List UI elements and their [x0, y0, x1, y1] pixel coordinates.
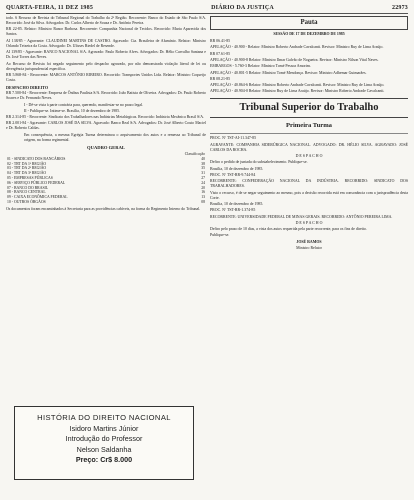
court-rule-top: [210, 98, 408, 99]
table-header: Classificação: [184, 152, 205, 157]
book-author: Isidoro Martins Júnior: [69, 423, 139, 433]
paragraph: AGRAVANTE: COMPANHIA SIDERÚRGICA NACIONAL. ADVOGADO: DR. HÉLIO SILVA. AGRAVADO: JOSÉ CARLOS DA ROCHA.: [210, 142, 408, 152]
paragraph: Publique-se.: [210, 233, 230, 238]
paragraph: PROC. Nº TST-RR-1.374-85: [210, 208, 256, 213]
paragraph: PROC. Nº TST-RR-9.744-84: [210, 172, 256, 177]
left-paragraph: I - Dê-se vista à parte contrária para, querendo, manifestar-se no prazo legal.: [24, 102, 144, 107]
left-paragraph: AI 138/85 - Agravante: CLAUDINEI MARTINS DE CASTRO. Agravado: Cia. Brasileira de Alumínio. Relator: Ministro Orlando Teixeira da Costa. Advogado: Dr. Ulisses Riedel de Resende.: [6, 38, 206, 48]
table-cell-label: 10 - OUTROS ÓRGÃOS: [7, 200, 46, 204]
header-date: QUARTA-FEIRA, 11 DEZ 1985: [6, 5, 94, 11]
table-cell-label: 02 - TRT DA 1ª REGIÃO: [7, 161, 47, 166]
pauta-subtitle: SESSÃO DE 17 DE DEZEMBRO DE 1985: [273, 32, 345, 36]
paragraph: APELAÇÃO - 40.904-0 Relator: Ministro Ruy de Lima Araújo. Revisor: Ministro Roberto Andrade Cavalcanti.: [210, 89, 385, 94]
left-paragraph: Em consequência, a mesma Egrégia Turma determinou o arquivamento dos autos e a remessa ao Tribunal de origem, na forma regimental.: [24, 132, 206, 142]
court-rule-bottom: [210, 117, 408, 118]
classification-table: [6, 152, 206, 205]
header-page-number: 22973: [392, 5, 408, 11]
paragraph: APELAÇÃO - 40.864-6 Relator: Ministro Roberto Andrade Cavalcanti. Revisor: Ministro Ruy de Lima Araújo.: [210, 83, 385, 88]
left-paragraph: II - Publique-se. Intime-se. Brasília, 10 de dezembro de 1985.: [24, 108, 121, 113]
table-cell-value: 16: [201, 190, 205, 195]
book-title: HISTÓRIA DO DIREITO NACIONAL: [37, 413, 171, 422]
table-cell-value: 27: [201, 176, 205, 181]
table-cell-value: 38: [201, 161, 205, 166]
book-professor: Nelson Saldanha: [76, 444, 132, 454]
left-paragraph: AI 139/85 - Agravante: BANCO NACIONAL S/A. Agravado: Paulo Roberto Alves. Advogados: Dr. Hélio Carvalho Santana e Dr. José Torres das Neves.: [6, 50, 206, 60]
table-cell-label: 07 - BANCO DO BRASIL: [7, 185, 49, 190]
left-paragraph: RR 2.314-85 - Recorrente: Sindicato dos Trabalhadores nas Indústrias Metalúrgicas. Recorrido: Indústria Mecânica Brasil S/A.: [6, 115, 204, 120]
left-column: [6, 16, 206, 213]
book-price: Preço: Cr$ 8.000: [75, 455, 133, 464]
paragraph: RR 06.41-85: [210, 39, 231, 44]
table-cell-label: 08 - BANCO CENTRAL: [7, 190, 46, 195]
paragraph: Brasília, 10 de dezembro de 1985.: [210, 201, 264, 206]
table-cell-label: 03 - TRT DA 2ª REGIÃO: [7, 166, 47, 171]
signature-role: Ministro Relator: [296, 245, 322, 250]
table-cell-label: 01 - SINDICATO DOS BANCÁRIOS: [7, 156, 66, 161]
left-paragraph: Ao Recurso de Revista foi negado seguimento pelo despacho agravado, por não demonstrada violação literal de lei ou divergência jurisprudencial específica.: [6, 61, 206, 71]
paragraph: RR 08.21-85: [210, 76, 231, 81]
left-paragraph: RR 7.500-84 - Recorrente: Empresa de Ônibus Paulista S/A. Recorrido: João Batista de Oliveira. Advogados: Dr. Paulo Roberto Soares e Dr. Fernando Neves.: [6, 91, 206, 101]
book-intro: Introdução do Professor: [65, 434, 143, 443]
right-column: [210, 16, 408, 251]
left-paragraph: todo. 6 Recurso de Revista do Tribunal Regional do Trabalho da 2ª Região. Recorrente: Banco do Estado de São Paulo S/A. Recorrido: José da Silva. Advogados: Dr. Carlos Alberto de Souza e Dr. Antônio Pereira.: [6, 16, 206, 26]
table-cell-value: 31: [201, 171, 205, 176]
tst-list: [210, 136, 408, 238]
page-header: [6, 3, 408, 13]
pauta-title: Pauta: [210, 16, 408, 30]
paragraph: D E S P A C H O: [295, 220, 323, 225]
signature-name: JOSÉ RAMOS: [296, 240, 322, 245]
paragraph: PROC. Nº TST-AI-11.347-85: [210, 136, 257, 141]
paragraph: RR 07.61-85: [210, 51, 231, 56]
divider: [210, 133, 408, 134]
paragraph: APELAÇÃO - 40.900 - Relator: Ministro Roberto Andrade Cavalcanti. Revisor: Ministro Ruy de Lima Araújo.: [210, 45, 384, 50]
pauta-list: [210, 39, 408, 94]
table-cell-value: 40: [201, 156, 205, 161]
table-cell-label: 06 - SERVIÇO PÚBLICO FEDERAL: [7, 180, 66, 185]
table-cell-label: 09 - CAIXA ECONÔMICA FEDERAL: [7, 195, 68, 200]
left-paragraph: RR 5.868-84 - Recorrente: MARCOS ANTÔNIO RIBEIRO. Recorrido: Transportes Unidos Ltda. Relator: Ministro Coqueijo Costa.: [6, 72, 206, 82]
table-cell-value: 20: [201, 185, 205, 190]
table-cell-value: 24: [201, 180, 205, 185]
left-section-title: DESPACHO DIREITO: [6, 85, 49, 91]
turma-title: Primeira Turma: [286, 122, 332, 130]
paragraph: Defiro o pedido de juntada do substabelecimento. Publique-se.: [210, 160, 308, 165]
header-journal: DIÁRIO DA JUSTIÇA: [211, 5, 274, 11]
left-paragraph: RR 2.001-84 - Agravante: CARLOS JOSÉ DA SILVA. Agravado: Banco Real S/A. Advogados: Dr. José Alberto Couto Maciel e Dr. Roberto Caldas.: [6, 121, 206, 131]
paragraph: APELAÇÃO - 40.801-5 Relator: Ministro Tomé Mendonça. Revisor: Ministro Adhemar Guimarães.: [210, 70, 367, 75]
paragraph: Defiro pelo prazo de 10 dias, a vista dos autos requerida pela parte recorrente, para os fins de direito.: [210, 227, 367, 232]
paragraph: RECORRENTE: UNIVERSIDADE FEDERAL DE MINAS GERAIS. RECORRIDO: ANTÔNIO PEREIRA LIMA.: [210, 214, 393, 219]
table-row: [6, 200, 206, 205]
paragraph: APELAÇÃO - 40.900-8 Relator: Ministro Ilmar Galvão de Nogueira. Revisor: Ministro Nilson Vital Naves.: [210, 57, 379, 62]
table-cell-value: 08: [201, 200, 205, 204]
paragraph: RECORRENTE: CONFEDERAÇÃO NACIONAL DA INDÚSTRIA. RECORRIDO: SINDICATO DOS TRABALHADORES.: [210, 179, 408, 189]
paragraph: Brasília, 10 de dezembro de 1985.: [210, 166, 264, 171]
left-footer-note: Os documentos foram encaminhados à Secretaria para as providências cabíveis, na forma do Regimento Interno do Tribunal.: [6, 206, 201, 211]
book-advertisement: [14, 406, 194, 480]
paragraph: Visto o recurso, é de se negar seguimento ao mesmo, pois a decisão recorrida está em consonância com a jurisprudência desta Corte.: [210, 190, 408, 200]
table-cell-label: 04 - TRT DA 3ª REGIÃO: [7, 171, 47, 176]
left-paragraph: RR 22-85. Relator: Ministro Ranor Barbosa. Recorrente: Companhia Nacional de Tecidos. Recorrido: Maria Aparecida dos Santos.: [6, 27, 206, 37]
court-title: Tribunal Superior do Trabalho: [239, 102, 379, 114]
table-cell-value: 35: [201, 166, 205, 171]
table-cell-value: 13: [201, 195, 205, 200]
header-divider: [6, 13, 408, 14]
table-cell-label: 05 - EMPRESAS PÚBLICAS: [7, 176, 53, 181]
paragraph: D E S P A C H O: [295, 154, 323, 159]
table-title: QUADRO GERAL: [87, 144, 125, 150]
paragraph: EMBARGOS - 5.760-3 Relator: Ministro Tomé Pessoa Amorim.: [210, 64, 311, 69]
